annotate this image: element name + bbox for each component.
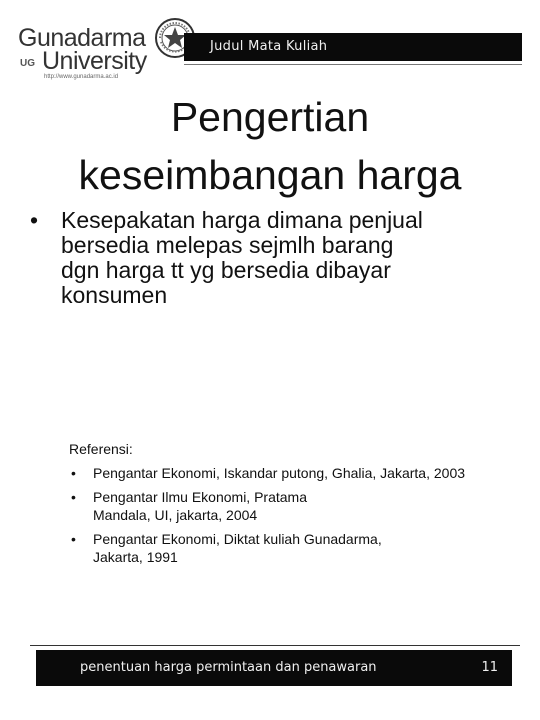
- references-heading: Referensi:: [69, 441, 133, 457]
- reference-text-line: Pengantar Ekonomi, Diktat kuliah Gunadarma,: [93, 531, 382, 547]
- logo-ug-mark: UG: [20, 58, 35, 69]
- slide-title-line: keseimbangan harga: [78, 152, 462, 198]
- slide-title-line: Pengertian: [170, 94, 370, 140]
- course-title: Judul Mata Kuliah: [210, 39, 328, 54]
- footer-bar: [36, 650, 512, 686]
- course-title-bar: [184, 33, 522, 61]
- gunadarma-logo: [14, 16, 184, 82]
- footer-topic: penentuan harga permintaan dan penawaran: [80, 660, 377, 675]
- bullet-text-line: dgn harga tt yg bersedia dibayar: [61, 257, 391, 283]
- references-section: [69, 440, 519, 572]
- reference-item: [69, 530, 519, 566]
- header-divider: [184, 64, 522, 65]
- bullet-text-line: Kesepakatan harga dimana penjual: [61, 207, 423, 233]
- page-number: 11: [481, 660, 498, 675]
- reference-text-line: Mandala, UI, jakarta, 2004: [93, 507, 258, 523]
- reference-text-line: Jakarta, 1991: [93, 549, 178, 565]
- logo-university-text: University: [42, 47, 147, 75]
- reference-text-line: Pengantar Ilmu Ekonomi, Pratama: [93, 489, 307, 505]
- footer-divider: [30, 645, 520, 646]
- bullet-marker: •: [30, 207, 39, 233]
- bullet-text-line: konsumen: [61, 282, 168, 308]
- reference-item: [69, 464, 519, 482]
- main-bullet-list: [30, 208, 520, 308]
- bullet-text-line: bersedia melepas sejmlh barang: [61, 232, 394, 258]
- bullet-marker: •: [71, 465, 76, 481]
- logo-url-text: http://www.gunadarma.ac.id: [44, 74, 119, 80]
- bullet-marker: •: [71, 531, 76, 547]
- reference-text-line: Pengantar Ekonomi, Iskandar putong, Ghalia, Jakarta, 2003: [93, 465, 466, 481]
- slide-header: [0, 0, 540, 80]
- bullet-marker: •: [71, 489, 76, 505]
- logo-name-text: Gunadarma: [18, 24, 146, 52]
- references-list: [69, 464, 519, 566]
- main-bullet-item: [30, 208, 520, 308]
- slide-title: [20, 88, 520, 204]
- reference-item: [69, 488, 519, 524]
